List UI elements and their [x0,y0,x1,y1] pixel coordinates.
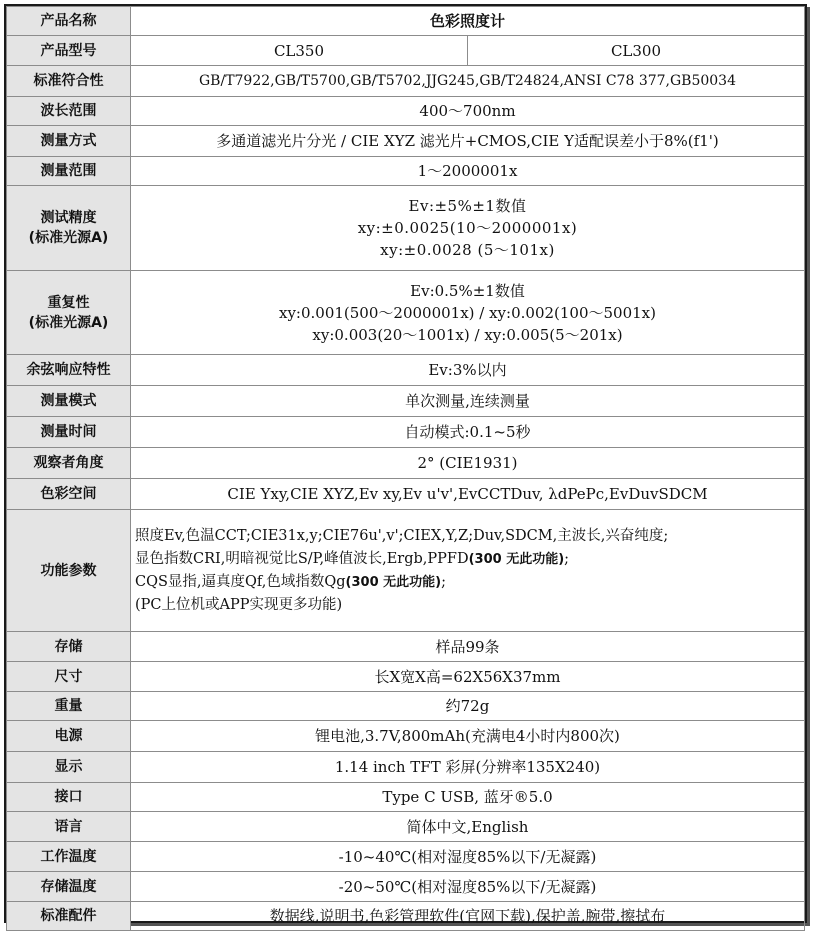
value-cosine: Ev:3%以内 [131,355,805,386]
value-store-temp: -20~50℃(相对湿度85%以下/无凝露) [131,872,805,902]
row-color-space [7,479,805,510]
repeatability-line: Ev:0.5%±1数值 [410,281,525,300]
value-time: 自动模式:0.1~5秒 [131,417,805,448]
value-color-space: CIE Yxy,CIE XYZ,Ev xy,Ev u'v',EvCCTDuv, λdPePc,EvDuvSDCM [131,479,805,510]
row-store-temp [7,872,805,902]
value-wavelength: 400～700nm [131,97,805,126]
row-time [7,417,805,448]
value-interface: Type C USB, 蓝牙®5.0 [131,783,805,812]
row-product-name [7,7,805,36]
value-display: 1.14 inch TFT 彩屏(分辨率135X240) [131,752,805,783]
spec-table [6,6,805,931]
label-op-temp: 工作温度 [7,842,131,872]
label-display: 显示 [7,752,131,783]
value-observer: 2° (CIE1931) [131,448,805,479]
row-range [7,157,805,186]
value-method: 多通道滤光片分光 / CIE XYZ 滤光片+CMOS,CIE Y适配误差小于8%(f1') [131,126,805,157]
functions-note: (300 无此功能) [345,574,442,590]
functions-line [135,548,800,571]
value-standards: GB/T7922,GB/T5700,GB/T5702,JJG245,GB/T24824,ANSI C78 377,GB50034 [131,66,805,97]
accuracy-line: Ev:±5%±1数值 [408,197,527,215]
label-store-temp: 存储温度 [7,872,131,902]
accuracy-line: xy:±0.0028 (5～101x) [380,241,555,259]
repeatability-line: xy:0.003(20～1001x) / xy:0.005(5～201x) [312,325,623,344]
value-mode: 单次测量,连续测量 [131,386,805,417]
row-power [7,721,805,752]
row-observer [7,448,805,479]
value-accessories: 数据线,说明书,色彩管理软件(官网下载),保护盖,腕带,擦拭布 [131,902,805,931]
label-repeatability [7,271,131,355]
label-observer: 观察者角度 [7,448,131,479]
value-op-temp: -10~40℃(相对湿度85%以下/无凝露) [131,842,805,872]
label-repeatability-main: 重复性 [47,294,90,311]
label-product-name: 产品名称 [7,7,131,36]
label-standards: 标准符合性 [7,66,131,97]
row-repeatability [7,271,805,355]
spec-sheet [4,4,807,923]
value-functions [131,510,805,632]
label-repeatability-sub: (标准光源A) [28,314,109,331]
label-accessories: 标准配件 [7,902,131,931]
label-accuracy-main: 测试精度 [40,210,97,226]
label-model: 产品型号 [7,36,131,66]
label-wavelength: 波长范围 [7,97,131,126]
row-storage [7,632,805,662]
functions-line [135,571,800,594]
value-model-cl300: CL300 [468,36,805,66]
value-storage: 样品99条 [131,632,805,662]
row-language [7,812,805,842]
label-storage: 存储 [7,632,131,662]
value-language: 简体中文,English [131,812,805,842]
row-accuracy [7,186,805,271]
value-model-cl350: CL350 [131,36,468,66]
label-mode: 测量模式 [7,386,131,417]
functions-punct: ; [564,550,570,567]
row-wavelength [7,97,805,126]
row-method [7,126,805,157]
row-model [7,36,805,66]
row-weight [7,692,805,721]
row-interface [7,783,805,812]
row-functions [7,510,805,632]
label-accuracy [7,186,131,271]
label-range: 测量范围 [7,157,131,186]
label-functions: 功能参数 [7,510,131,632]
row-op-temp [7,842,805,872]
accuracy-line: xy:±0.0025(10～2000001x) [357,219,578,237]
label-size: 尺寸 [7,662,131,692]
row-standards [7,66,805,97]
label-interface: 接口 [7,783,131,812]
row-accessories [7,902,805,931]
value-repeatability [131,271,805,355]
functions-note: (300 无此功能) [468,551,565,567]
label-time: 测量时间 [7,417,131,448]
functions-line: (PC上位机或APP实现更多功能) [135,596,343,613]
label-cosine: 余弦响应特性 [7,355,131,386]
label-method: 测量方式 [7,126,131,157]
value-accuracy [131,186,805,271]
row-size [7,662,805,692]
row-mode [7,386,805,417]
row-display [7,752,805,783]
functions-line: 照度Ev,色温CCT;CIE31x,y;CIE76u',v';CIEX,Y,Z;Duv,SDCM,主波长,兴奋纯度; [135,527,669,544]
label-accuracy-sub: (标准光源A) [28,230,109,246]
value-product-name: 色彩照度计 [131,7,805,36]
value-size: 长X宽X高=62X56X37mm [131,662,805,692]
label-color-space: 色彩空间 [7,479,131,510]
label-language: 语言 [7,812,131,842]
value-weight: 约72g [131,692,805,721]
label-power: 电源 [7,721,131,752]
value-power: 锂电池,3.7V,800mAh(充满电4小时内800次) [131,721,805,752]
label-weight: 重量 [7,692,131,721]
functions-punct: ; [441,573,446,590]
functions-text: 显色指数CRI,明暗视觉比S/P,峰值波长,Ergb,PPFD [135,550,469,567]
row-cosine [7,355,805,386]
functions-text: CQS显指,逼真度Qf,色域指数Qg [135,573,346,590]
repeatability-line: xy:0.001(500～2000001x) / xy:0.002(100～5001x) [278,303,656,322]
value-range: 1～2000001x [131,157,805,186]
